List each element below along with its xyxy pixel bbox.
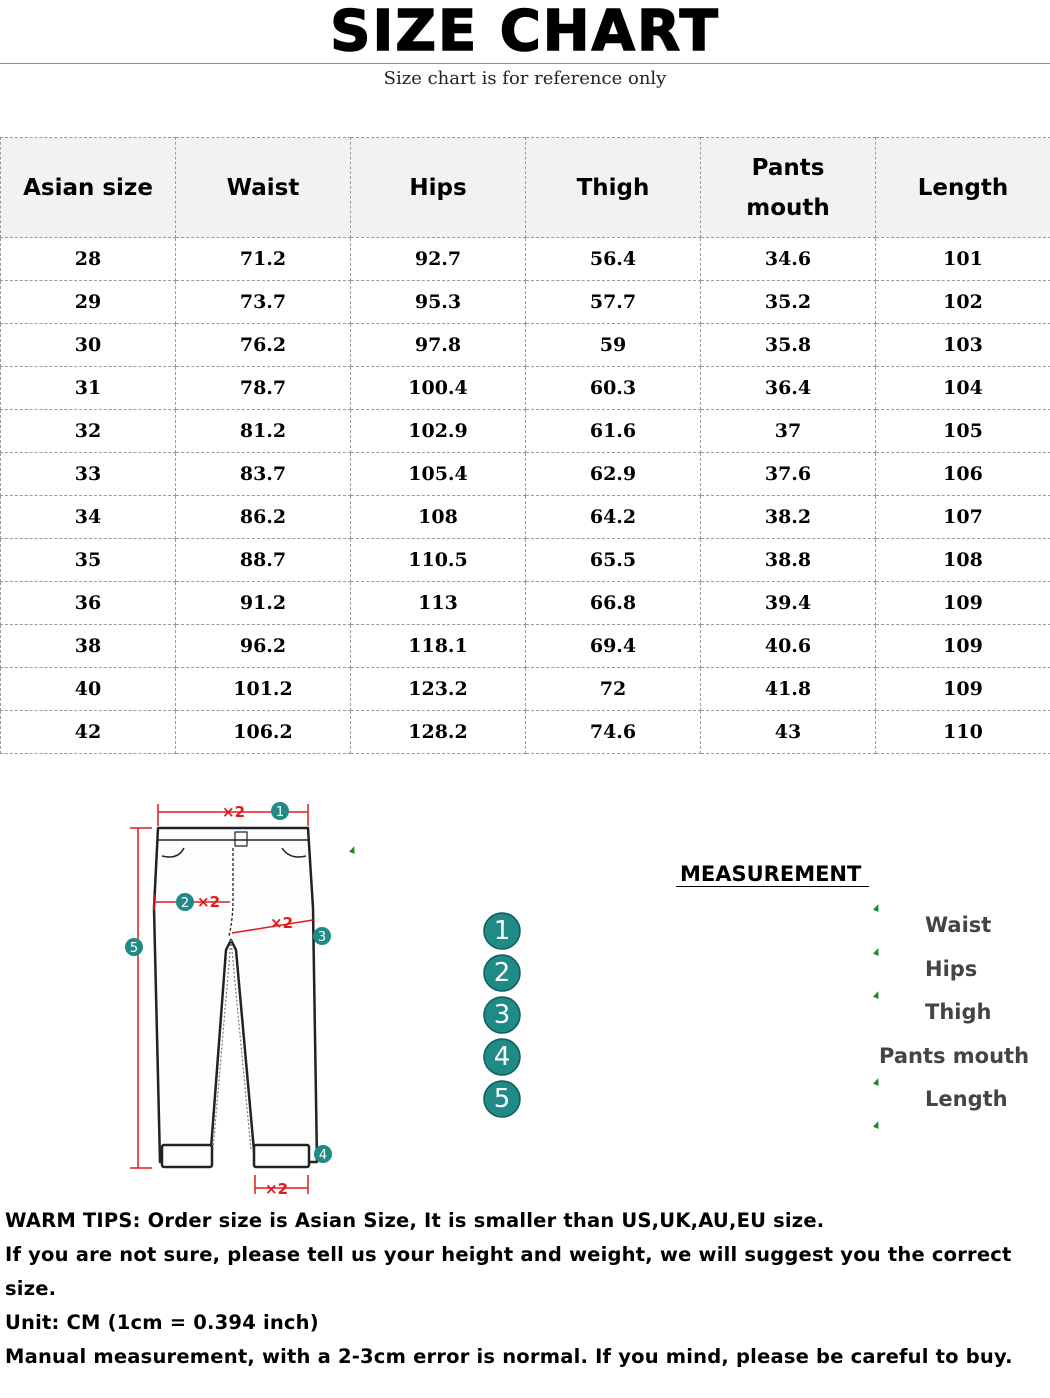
table-cell: 73.7 — [176, 281, 351, 324]
legend-number-5: 5 — [482, 1079, 522, 1119]
table-cell: 56.4 — [526, 238, 701, 281]
decor-tick — [873, 903, 881, 912]
table-row — [1, 668, 1050, 711]
table-cell: 32 — [1, 410, 176, 453]
table-header-row — [1, 138, 1050, 238]
page-subtitle: Size chart is for reference only — [383, 68, 667, 89]
table-cell: 109 — [876, 582, 1050, 625]
column-header: Thigh — [526, 138, 701, 238]
table-cell: 81.2 — [176, 410, 351, 453]
tip-line: Manual measurement, with a 2-3cm error is normal. If you mind, please be careful to buy. — [5, 1345, 1013, 1368]
tip-line: Unit: CM (1cm = 0.394 inch) — [5, 1311, 319, 1334]
table-cell: 100.4 — [351, 367, 526, 410]
table-cell: 36 — [1, 582, 176, 625]
table-cell: 31 — [1, 367, 176, 410]
table-cell: 28 — [1, 238, 176, 281]
table-cell: 106 — [876, 453, 1050, 496]
marker-3: 3 — [317, 930, 327, 945]
column-header: Waist — [176, 138, 351, 238]
table-cell: 128.2 — [351, 711, 526, 754]
marker-2: 2 — [180, 896, 190, 911]
column-header: Pants mouth — [701, 138, 876, 238]
table-cell: 101 — [876, 238, 1050, 281]
table-cell: 109 — [876, 668, 1050, 711]
table-cell: 35.8 — [701, 324, 876, 367]
table-cell: 62.9 — [526, 453, 701, 496]
table-row — [1, 625, 1050, 668]
table-cell: 30 — [1, 324, 176, 367]
table-cell: 41.8 — [701, 668, 876, 711]
table-cell: 37.6 — [701, 453, 876, 496]
table-cell: 105.4 — [351, 453, 526, 496]
legend-number-1: 1 — [482, 911, 522, 951]
table-cell: 64.2 — [526, 496, 701, 539]
table-cell: 76.2 — [176, 324, 351, 367]
marker-5: 5 — [129, 941, 139, 956]
table-row — [1, 281, 1050, 324]
table-cell: 60.3 — [526, 367, 701, 410]
measurement-label-length: Length — [925, 1087, 1008, 1111]
measurement-label-hips: Hips — [925, 957, 978, 981]
table-cell: 57.7 — [526, 281, 701, 324]
size-table — [0, 137, 1050, 754]
marker-1: 1 — [275, 805, 285, 820]
table-cell: 65.5 — [526, 539, 701, 582]
table-cell: 66.8 — [526, 582, 701, 625]
table-cell: 38.2 — [701, 496, 876, 539]
table-cell: 110.5 — [351, 539, 526, 582]
marker-4: 4 — [318, 1148, 328, 1163]
table-cell: 102.9 — [351, 410, 526, 453]
table-cell: 59 — [526, 324, 701, 367]
table-cell: 36.4 — [701, 367, 876, 410]
tip-line: If you are not sure, please tell us your height and weight, we will suggest you the correct size. — [5, 1243, 1012, 1300]
table-cell: 74.6 — [526, 711, 701, 754]
table-body — [1, 238, 1050, 754]
table-cell: 103 — [876, 324, 1050, 367]
table-cell: 34.6 — [701, 238, 876, 281]
table-cell: 39.4 — [701, 582, 876, 625]
tip-line: WARM TIPS: Order size is Asian Size, It is smaller than US,UK,AU,EU size. — [5, 1209, 825, 1232]
table-row — [1, 410, 1050, 453]
table-cell: 38 — [1, 625, 176, 668]
table-cell: 97.8 — [351, 324, 526, 367]
column-header: Length — [876, 138, 1050, 238]
decor-tick — [873, 947, 881, 956]
table-cell: 101.2 — [176, 668, 351, 711]
table-cell: 118.1 — [351, 625, 526, 668]
title-divider — [0, 63, 1050, 64]
table-cell: 107 — [876, 496, 1050, 539]
pants-diagram — [110, 790, 360, 1200]
table-cell: 61.6 — [526, 410, 701, 453]
table-cell: 106.2 — [176, 711, 351, 754]
measurement-heading: MEASUREMENT — [676, 862, 869, 887]
legend-number-3: 3 — [482, 995, 522, 1035]
thigh-multiplier: ×2 — [270, 914, 294, 932]
table-cell: 108 — [351, 496, 526, 539]
pants-mouth-multiplier: ×2 — [265, 1180, 289, 1198]
table-cell: 33 — [1, 453, 176, 496]
table-cell: 110 — [876, 711, 1050, 754]
table-cell: 35 — [1, 539, 176, 582]
table-cell: 38.8 — [701, 539, 876, 582]
table-row — [1, 367, 1050, 410]
table-cell: 35.2 — [701, 281, 876, 324]
table-cell: 92.7 — [351, 238, 526, 281]
warm-tips — [5, 1204, 1045, 1374]
table-cell: 83.7 — [176, 453, 351, 496]
table-cell: 29 — [1, 281, 176, 324]
legend-number-4: 4 — [482, 1037, 522, 1077]
table-cell: 72 — [526, 668, 701, 711]
legend-number-2: 2 — [482, 953, 522, 993]
table-cell: 105 — [876, 410, 1050, 453]
table-cell: 109 — [876, 625, 1050, 668]
column-header: Asian size — [1, 138, 176, 238]
decor-tick — [873, 1120, 881, 1129]
table-cell: 104 — [876, 367, 1050, 410]
table-cell: 113 — [351, 582, 526, 625]
table-row — [1, 453, 1050, 496]
table-cell: 43 — [701, 711, 876, 754]
decor-tick — [873, 1077, 881, 1086]
table-cell: 86.2 — [176, 496, 351, 539]
table-cell: 102 — [876, 281, 1050, 324]
table-row — [1, 324, 1050, 367]
table-row — [1, 711, 1050, 754]
measurement-label-waist: Waist — [925, 913, 992, 937]
table-row — [1, 539, 1050, 582]
table-row — [1, 238, 1050, 281]
page-title: SIZE CHART — [330, 0, 720, 64]
table-cell: 78.7 — [176, 367, 351, 410]
table-cell: 42 — [1, 711, 176, 754]
measurement-label-pants-mouth: Pants mouth — [879, 1044, 1030, 1068]
table-cell: 95.3 — [351, 281, 526, 324]
column-header: Hips — [351, 138, 526, 238]
table-cell: 88.7 — [176, 539, 351, 582]
waist-multiplier: ×2 — [222, 803, 246, 821]
table-row — [1, 582, 1050, 625]
table-cell: 91.2 — [176, 582, 351, 625]
decor-tick — [873, 990, 881, 999]
measurement-label-thigh: Thigh — [925, 1000, 992, 1024]
table-cell: 34 — [1, 496, 176, 539]
table-cell: 40.6 — [701, 625, 876, 668]
table-cell: 96.2 — [176, 625, 351, 668]
table-cell: 123.2 — [351, 668, 526, 711]
pants-outline — [154, 828, 317, 1167]
hips-multiplier: ×2 — [197, 893, 221, 911]
table-cell: 69.4 — [526, 625, 701, 668]
table-cell: 40 — [1, 668, 176, 711]
table-cell: 108 — [876, 539, 1050, 582]
table-row — [1, 496, 1050, 539]
table-cell: 71.2 — [176, 238, 351, 281]
table-cell: 37 — [701, 410, 876, 453]
